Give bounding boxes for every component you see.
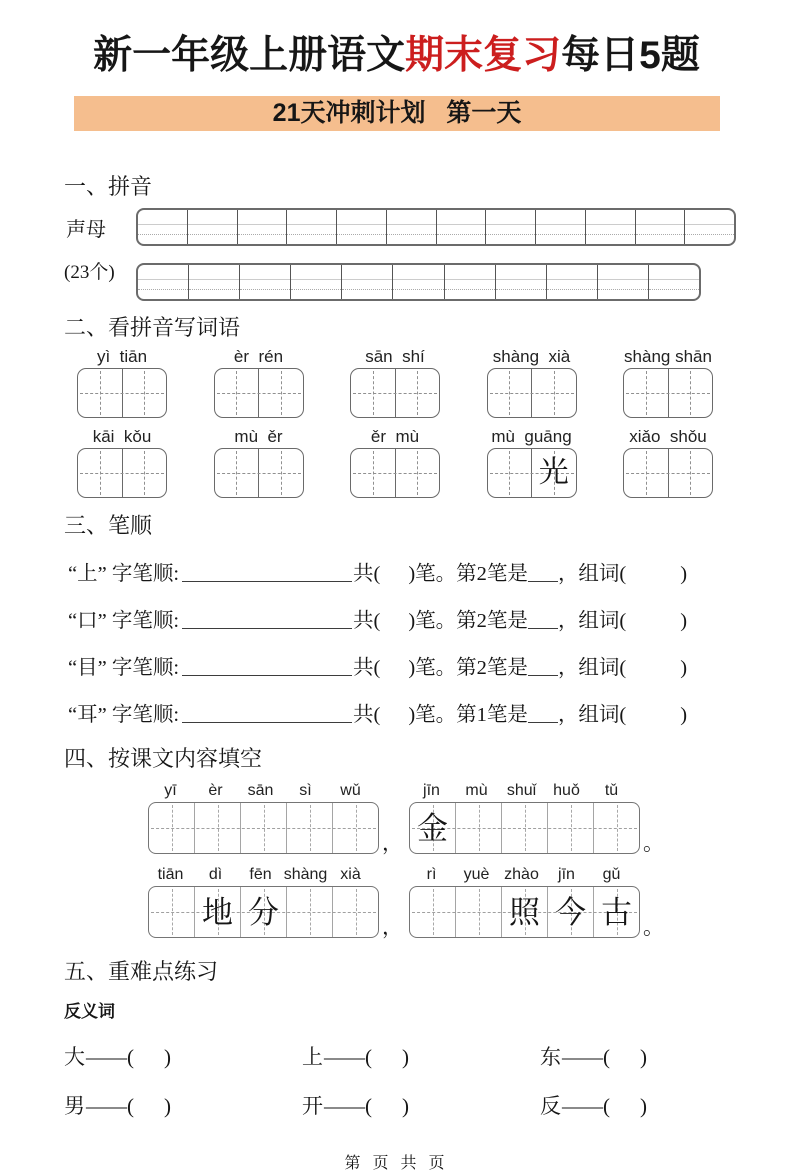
character-writing-box [214,448,304,498]
pinyin-grid-cell [138,210,188,244]
fill-pinyin-label: yuè [463,866,490,883]
antonym-character: 反 [540,1094,561,1118]
fill-character-box [409,802,640,854]
fill-character-cell [333,803,378,853]
compose-word-label: ，组词( [557,704,627,726]
antonym-character: 东 [540,1045,561,1069]
fill-character-cell [548,803,594,853]
fill-pinyin-label: mù [465,782,488,799]
page-title [10,24,783,80]
word-unit [487,347,577,418]
fill-character-cell [287,887,333,937]
count-label: 共( [353,610,381,632]
dash: —— [562,1045,602,1069]
fill-box-unit [409,866,640,938]
antonym-item [302,1090,540,1120]
word-pinyin-label: ěr mù [370,427,420,446]
character-cell [215,449,260,497]
pinyin-grid-cell [586,210,636,244]
fill-pinyin-label: tǔ [604,782,619,799]
printed-character: 古 [601,894,632,930]
printed-character: 金 [417,810,448,846]
fill-box-unit [409,782,640,854]
paren-close: ) [640,1045,647,1069]
antonym-character: 大 [64,1045,85,1069]
nth-stroke-label: )笔。第2笔是 [408,610,528,632]
count-label: 共( [353,657,381,679]
pinyin-grid-cell [536,210,586,244]
paren-close: ) [680,657,688,679]
stroke-line-label: “口” 字笔顺: [68,610,180,632]
fill-pinyin-label: fēn [249,866,272,883]
dash: —— [562,1094,602,1118]
fill-pinyin-row [148,782,379,802]
stroke-order-line [68,556,737,586]
paren-close: ) [680,563,688,585]
nth-stroke-blank [528,722,558,723]
character-cell [532,369,576,417]
paren-open: ( [127,1094,134,1118]
fill-character-cell [149,887,195,937]
character-cell [396,369,440,417]
stroke-order-blank [182,722,352,723]
printed-character: 地 [202,894,233,930]
fill-pinyin-label: gǔ [602,866,621,883]
character-cell [488,449,533,497]
dash: —— [86,1045,126,1069]
pinyin-four-line-grid-1 [136,208,736,246]
word-pinyin-label: shàng xià [492,347,571,366]
character-writing-box [77,368,167,418]
paren-close: ) [680,704,688,726]
character-cell [215,369,260,417]
banner: 21天冲刺计划 第一天 [74,96,720,131]
pinyin-grid-cell [387,210,437,244]
pinyin-four-line-grid-2 [136,263,701,301]
character-writing-box [623,448,713,498]
punctuation: 。 [643,915,664,939]
paren-open: ( [603,1045,610,1069]
nth-stroke-label: )笔。第2笔是 [408,563,528,585]
character-cell [259,369,303,417]
character-writing-box [77,448,167,498]
count-label: 共( [353,563,381,585]
fill-pinyin-label: dì [208,866,223,883]
fill-pinyin-label: jīn [558,866,575,883]
worksheet-body [64,173,737,1120]
character-cell [78,449,123,497]
pinyin-grid-cell [486,210,536,244]
character-cell [351,449,396,497]
word-pinyin-label: sān shí [365,347,425,366]
fill-pinyin-label: tiān [157,866,184,883]
fill-pinyin-row [409,782,640,802]
character-cell [123,369,167,417]
printed-character: 照 [509,894,540,930]
character-writing-box [214,368,304,418]
nth-stroke-blank [528,628,558,629]
paren-close: ) [164,1094,171,1118]
fill-pinyin-label: èr [208,782,223,799]
stroke-order-blank [182,675,352,676]
antonym-item [302,1041,540,1071]
fill-character-box [148,802,379,854]
pinyin-grid-cell [337,210,387,244]
compose-word-label: ，组词( [557,657,627,679]
fill-box-row-2 [148,866,737,938]
word-unit [77,427,167,498]
printed-character: 光 [538,456,569,489]
character-cell [669,369,713,417]
pinyin-grid-cell [547,265,598,299]
fill-pinyin-row [409,866,640,886]
word-pinyin-label: shàng shān [624,347,712,366]
nth-stroke-blank [528,581,558,582]
word-unit [487,427,577,498]
word-unit [350,427,440,498]
initials-grid-row-1 [64,208,737,246]
compose-word-label: ，组词( [557,610,627,632]
nth-stroke-label: )笔。第2笔是 [408,657,528,679]
fill-pinyin-label: shuǐ [506,782,537,799]
fill-character-cell [502,887,548,937]
fill-pinyin-label: wǔ [340,782,361,799]
paren-close: ) [640,1094,647,1118]
character-cell [78,369,123,417]
fill-character-cell [548,887,594,937]
character-cell [488,369,533,417]
fill-character-cell [287,803,333,853]
pinyin-grid-cell [598,265,649,299]
section3-heading: 三、笔顺 [64,513,153,538]
stroke-order-line [68,650,737,680]
compose-word-label: ，组词( [557,563,627,585]
character-cell [396,449,440,497]
fill-character-box [409,886,640,938]
punctuation: 。 [643,831,664,855]
character-writing-box [623,368,713,418]
initials-label: 声母 [66,218,106,241]
paren-close: ) [402,1045,409,1069]
pinyin-grid-cell [188,210,238,244]
character-cell [669,449,713,497]
character-cell [532,449,576,497]
fill-character-cell [149,803,195,853]
stroke-order-blank [182,628,352,629]
pinyin-grid-cell [636,210,686,244]
antonym-character: 开 [302,1094,323,1118]
pinyin-grid-cell [445,265,496,299]
fill-character-cell [241,803,287,853]
character-writing-box [350,368,440,418]
stroke-line-label: “目” 字笔顺: [68,657,180,679]
fill-pinyin-label: sān [247,782,274,799]
word-pinyin-label: yì tiān [96,347,148,366]
antonym-item [540,1090,647,1120]
punctuation: ， [382,831,403,855]
dash: —— [324,1094,364,1118]
stroke-line-label: “耳” 字笔顺: [68,704,180,726]
paren-open: ( [127,1045,134,1069]
antonym-row-2 [64,1090,737,1120]
antonyms-subheading: 反义词 [64,1002,115,1021]
fill-character-cell [410,803,456,853]
section5-heading: 五、重难点练习 [64,959,219,984]
fill-box-unit [148,782,379,854]
paren-open: ( [365,1094,372,1118]
stroke-order-lines [64,556,737,727]
punctuation: ， [382,915,403,939]
antonym-item [540,1041,647,1071]
fill-pinyin-label: zhào [504,866,539,883]
fill-character-cell [195,887,241,937]
antonym-character: 男 [64,1094,85,1118]
word-pinyin-label: kāi kǒu [92,427,152,446]
pinyin-grid-cell [287,210,337,244]
initials-grid-row-2 [64,263,737,301]
word-unit [214,347,304,418]
stroke-order-line [68,697,737,727]
fill-pinyin-label: huǒ [553,782,580,799]
nth-stroke-blank [528,675,558,676]
fill-pinyin-label: xià [340,866,361,883]
fill-box-unit [148,866,379,938]
word-unit [77,347,167,418]
dash: —— [86,1094,126,1118]
section1-heading: 一、拼音 [64,174,153,199]
pinyin-grid-cell [138,265,189,299]
fill-character-box [148,886,379,938]
fill-box-row-1 [148,782,737,854]
dash: —— [324,1045,364,1069]
character-cell [259,449,303,497]
fill-pinyin-label: rì [426,866,437,883]
count-label: 共( [353,704,381,726]
fill-character-cell [241,887,287,937]
word-unit [623,427,713,498]
fill-character-cell [456,887,502,937]
printed-character: 分 [248,894,279,930]
pinyin-grid-cell [496,265,547,299]
fill-pinyin-row [148,866,379,886]
paren-close: ) [164,1045,171,1069]
stroke-order-line [68,603,737,633]
section4-heading: 四、按课文内容填空 [64,746,263,771]
pinyin-grid-cell [393,265,444,299]
stroke-order-blank [182,581,352,582]
fill-character-cell [594,887,639,937]
pinyin-grid-cell [240,265,291,299]
fill-pinyin-label: shàng [283,866,328,883]
word-pinyin-label: mù ěr [234,427,283,446]
page-footer: 第 页 共 页 [344,1155,449,1172]
printed-character: 今 [555,894,586,930]
title-pre: 新一年级上册语文 [93,34,406,77]
antonym-item [64,1041,302,1071]
character-cell [624,369,669,417]
nth-stroke-label: )笔。第1笔是 [408,704,528,726]
fill-character-cell [333,887,378,937]
word-pinyin-label: xiǎo shǒu [629,427,707,446]
antonym-item [64,1090,302,1120]
fill-pinyin-label: sì [299,782,312,799]
word-box-row-1 [77,347,713,418]
fill-character-cell [502,803,548,853]
section2-heading: 二、看拼音写词语 [64,315,241,340]
character-cell [351,369,396,417]
word-pinyin-label: èr rén [233,347,284,366]
pinyin-grid-cell [437,210,487,244]
pinyin-grid-cell [291,265,342,299]
character-writing-box [487,368,577,418]
paren-open: ( [365,1045,372,1069]
pinyin-grid-cell [342,265,393,299]
character-writing-box [350,448,440,498]
antonym-character: 上 [302,1045,323,1069]
pinyin-grid-cell [685,210,734,244]
stroke-line-label: “上” 字笔顺: [68,563,180,585]
character-writing-box [487,448,577,498]
title-post: 每日5题 [561,34,700,77]
fill-character-cell [594,803,639,853]
word-unit [623,347,713,418]
antonym-row-1 [64,1041,737,1071]
pinyin-grid-cell [189,265,240,299]
pinyin-grid-cell [238,210,288,244]
word-unit [350,347,440,418]
paren-close: ) [402,1094,409,1118]
title-highlight: 期末复习 [405,34,562,77]
paren-close: ) [680,610,688,632]
character-cell [624,449,669,497]
word-unit [214,427,304,498]
word-box-row-2 [77,427,713,498]
fill-character-cell [456,803,502,853]
pinyin-grid-cell [649,265,699,299]
character-cell [123,449,167,497]
word-pinyin-label: mù guāng [491,427,572,446]
fill-character-cell [410,887,456,937]
paren-open: ( [603,1094,610,1118]
fill-character-cell [195,803,241,853]
fill-pinyin-label: jīn [423,782,440,799]
fill-pinyin-label: yī [164,782,177,799]
initials-count-label: (23个) [64,262,115,283]
